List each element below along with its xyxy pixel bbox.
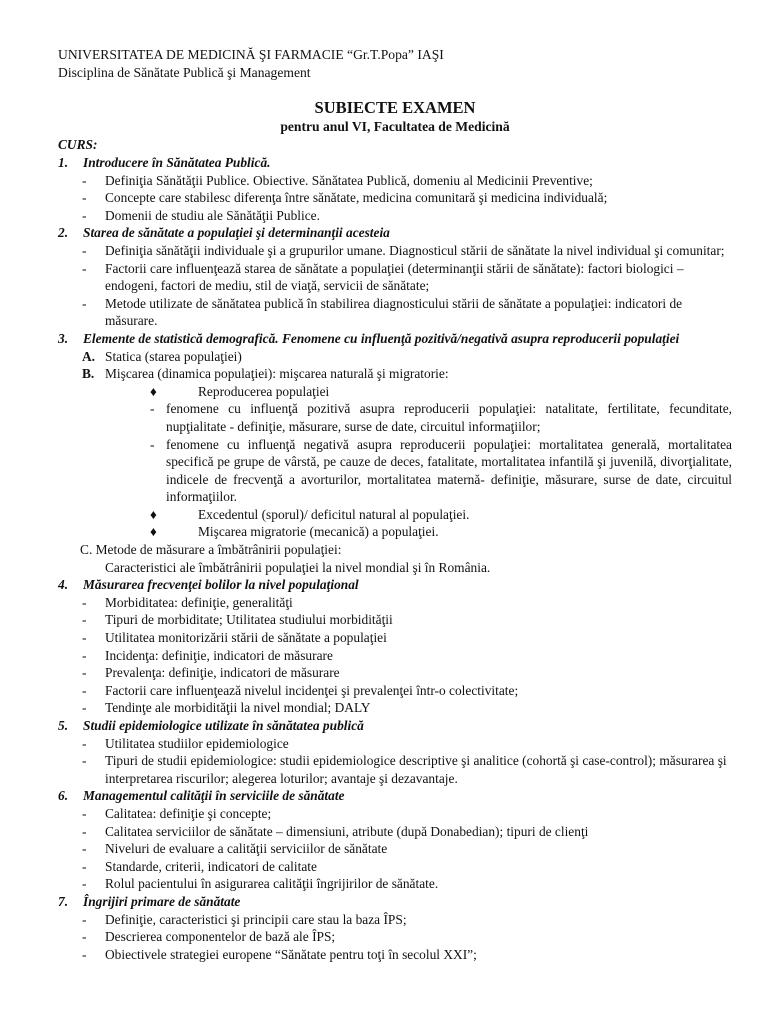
dash-bullet: - [82, 594, 87, 610]
dash-bullet: - [82, 612, 87, 628]
section-title: Măsurarea frecvenţei bolilor la nivel populaţional [83, 577, 359, 593]
dash-bullet: - [82, 295, 87, 311]
list-item-text: Definiţia Sănătăţii Publice. Obiective. Sănătatea Publică, domeniu al Medicinii Preventive; [105, 172, 593, 188]
section-title: Starea de sănătate a populaţiei şi determinanţii acesteia [83, 225, 390, 241]
item-letter: B. [82, 366, 95, 382]
diamond-item-text: Excedentul (sporul)/ deficitul natural al populaţiei. [198, 506, 470, 522]
diamond-item [58, 383, 732, 401]
list-item [58, 207, 732, 225]
list-item [58, 928, 732, 946]
section-heading [58, 576, 732, 594]
document-subtitle: pentru anul VI, Facultatea de Medicină [280, 119, 510, 134]
dash-bullet: - [82, 190, 87, 206]
dash-bullet: - [82, 929, 87, 945]
list-item-text: Tendinţe ale morbidităţii la nivel mondial; DALY [105, 700, 371, 716]
list-item [58, 172, 732, 190]
dash-bullet: - [150, 401, 155, 417]
list-item-text: Domenii de studiu ale Sănătăţii Publice. [105, 207, 320, 223]
section-number: 2. [58, 225, 69, 241]
section-heading [58, 224, 732, 242]
list-item-text: Descrierea componentelor de bază ale ÎPS; [105, 929, 336, 945]
dash-bullet: - [82, 647, 87, 663]
list-item-text: Tipuri de morbiditate; Utilitatea studiului morbidităţii [105, 612, 393, 628]
list-item [58, 823, 732, 841]
section-number: 6. [58, 788, 69, 804]
section-heading [58, 893, 732, 911]
section-number: 1. [58, 155, 69, 170]
list-item [58, 260, 732, 295]
dash-bullet: - [82, 700, 87, 716]
lettered-item-text: Statica (starea populaţiei) [105, 348, 242, 364]
dash-bullet: - [82, 735, 87, 751]
list-item-text: Obiectivele strategiei europene “Sănătate pentru toţi în secolul XXI”; [105, 946, 477, 962]
list-item [58, 295, 732, 330]
section-title: Îngrijiri primare de sănătate [83, 893, 241, 909]
list-item-text: Utilitatea studiilor epidemiologice [105, 735, 289, 751]
phenomena-text: fenomene cu influenţă pozitivă asupra reproducerii populaţiei: natalitate, fertilitate, fecunditate, nupţialitate - definiţie, măsurare, surse de date, circuitul informaţiilor; [166, 401, 732, 434]
diamond-item [58, 523, 732, 541]
dash-bullet: - [82, 665, 87, 681]
list-item [58, 594, 732, 612]
item-letter: A. [82, 348, 96, 364]
section-heading [58, 330, 732, 348]
phenomena-item [58, 436, 732, 506]
section-heading [58, 717, 732, 735]
section-number: 4. [58, 577, 69, 593]
list-item [58, 611, 732, 629]
list-item [58, 858, 732, 876]
list-item-text: Concepte care stabilesc diferenţa între sănătate, medicina comunitară şi medicina individuală; [105, 190, 608, 206]
section-number: 3. [58, 330, 69, 346]
diamond-bullet-icon: ♦ [150, 524, 157, 540]
section-title: Elemente de statistică demografică. Fenomene cu influenţă pozitivă/negativă asupra reproducerii populaţiei [83, 330, 680, 346]
section-title: Introducere în Sănătatea Publică. [83, 155, 271, 170]
list-item-text: Metode utilizate de sănătatea publică în stabilirea diagnosticului stării de sănătate a populaţiei: indicatori de măsurare. [105, 295, 683, 329]
list-item-text: Standarde, criterii, indicatori de calitate [105, 858, 317, 874]
list-item [58, 805, 732, 823]
list-item-text: Definiţia sănătăţii individuale şi a grupurilor umane. Diagnosticul stării de sănătate la nivel individual şi comunitar; [105, 242, 725, 258]
discipline-name: Disciplina de Sănătate Publică şi Management [58, 65, 311, 80]
diamond-bullet-icon: ♦ [150, 506, 157, 522]
phenomena-item [58, 400, 732, 435]
dash-bullet: - [82, 946, 87, 962]
dash-bullet: - [82, 753, 87, 769]
list-item-text: Morbiditatea: definiţie, generalităţi [105, 594, 293, 610]
list-item-text: Utilitatea monitorizării stării de sănătate a populaţiei [105, 630, 387, 646]
dash-bullet: - [82, 823, 87, 839]
dash-bullet: - [82, 242, 87, 258]
list-item-text: Calitatea: definiţie şi concepte; [105, 805, 272, 821]
list-item [58, 735, 732, 753]
list-item [58, 946, 732, 964]
dash-bullet: - [82, 682, 87, 698]
list-item-text: Calitatea serviciilor de sănătate – dimensiuni, atribute (după Donabedian); tipuri de clienţi [105, 823, 589, 839]
list-item [58, 647, 732, 665]
list-item [58, 752, 732, 787]
lettered-item-b [58, 365, 732, 383]
list-item [58, 629, 732, 647]
lettered-item-c [58, 541, 732, 559]
dash-bullet: - [150, 436, 155, 452]
diamond-item [58, 506, 732, 524]
dash-bullet: - [82, 841, 87, 857]
list-item [58, 242, 732, 260]
university-name: UNIVERSITATEA DE MEDICINĂ ŞI FARMACIE “Gr.T.Popa” IAŞI [58, 47, 444, 62]
phenomena-text: fenomene cu influenţă negativă asupra reproducerii populaţiei: mortalitatea generală, mortalitatea specifică pe grupe de vârstă, pe cauze de deces, fatalitate, mortalitatea infantilă şi juvenilă, divorţialitate, indicele de frecvenţă a avorturilor, mortalitatea maternă- definiţie, măsurare, surse de date, circuitul informaţiilor. [166, 436, 732, 505]
lettered-item-a [58, 348, 732, 366]
dash-bullet: - [82, 858, 87, 874]
list-item [58, 664, 732, 682]
list-item-text: Rolul pacientului în asigurarea calităţii îngrijirilor de sănătate. [105, 876, 439, 892]
document-title: SUBIECTE EXAMEN [314, 98, 476, 117]
list-item-text: Incidenţa: definiţie, indicatori de măsurare [105, 647, 333, 663]
diamond-item-text: Mişcarea migratorie (mecanică) a populaţiei. [198, 524, 439, 540]
list-item [58, 840, 732, 858]
item-letter: C [80, 542, 89, 558]
list-item-text: Definiţie, caracteristici şi principii care stau la baza ÎPS; [105, 911, 407, 927]
list-item-text: Niveluri de evaluare a calităţii serviciilor de sănătate [105, 841, 388, 857]
section-title: Managementul calităţii în serviciile de sănătate [83, 788, 345, 804]
list-item [58, 189, 732, 207]
list-item-text: Factorii care influenţează starea de sănătate a populaţiei (determinanţii stării de sănătate): factori biologici – endogeni, factori de mediu, stil de viaţă, servicii de sănătate; [105, 260, 684, 294]
curs-label: CURS: [58, 137, 98, 152]
diamond-bullet-icon: ♦ [150, 383, 157, 399]
list-item [58, 699, 732, 717]
list-item [58, 911, 732, 929]
section-heading [58, 154, 732, 172]
list-item [58, 682, 732, 700]
section-number: 5. [58, 718, 69, 733]
dash-bullet: - [82, 876, 87, 892]
dash-bullet: - [82, 172, 87, 188]
dash-bullet: - [82, 260, 87, 276]
section-heading [58, 787, 732, 805]
list-item-text: Tipuri de studii epidemiologice: studii epidemiologice descriptive şi analitice (cohortă şi case-control); măsurarea şi interpretarea riscurilor; alegerea loturilor; avantaje şi dezavantaje. [105, 753, 727, 786]
list-item [58, 875, 732, 893]
dash-bullet: - [82, 911, 87, 927]
dash-bullet: - [82, 630, 87, 646]
diamond-item-text: Reproducerea populaţiei [198, 383, 330, 399]
section-title: Studii epidemiologice utilizate în sănătatea publică [83, 718, 364, 733]
lettered-item-text: Mişcarea (dinamica populaţiei): mişcarea naturală şi migratorie: [105, 366, 449, 382]
list-item-text: Prevalenţa: definiţie, indicatori de măsurare [105, 665, 340, 681]
lettered-item-text: . Metode de măsurare a îmbătrânirii populaţiei: [88, 542, 342, 558]
list-item-text: Factorii care influenţează nivelul incidenţei şi prevalenţei într-o colectivitate; [105, 682, 519, 698]
section-number: 7. [58, 893, 69, 909]
dash-bullet: - [82, 805, 87, 821]
dash-bullet: - [82, 207, 87, 223]
lettered-item-c-detail: Caracteristici ale îmbătrânirii populaţiei la nivel mondial şi în România. [105, 559, 491, 575]
